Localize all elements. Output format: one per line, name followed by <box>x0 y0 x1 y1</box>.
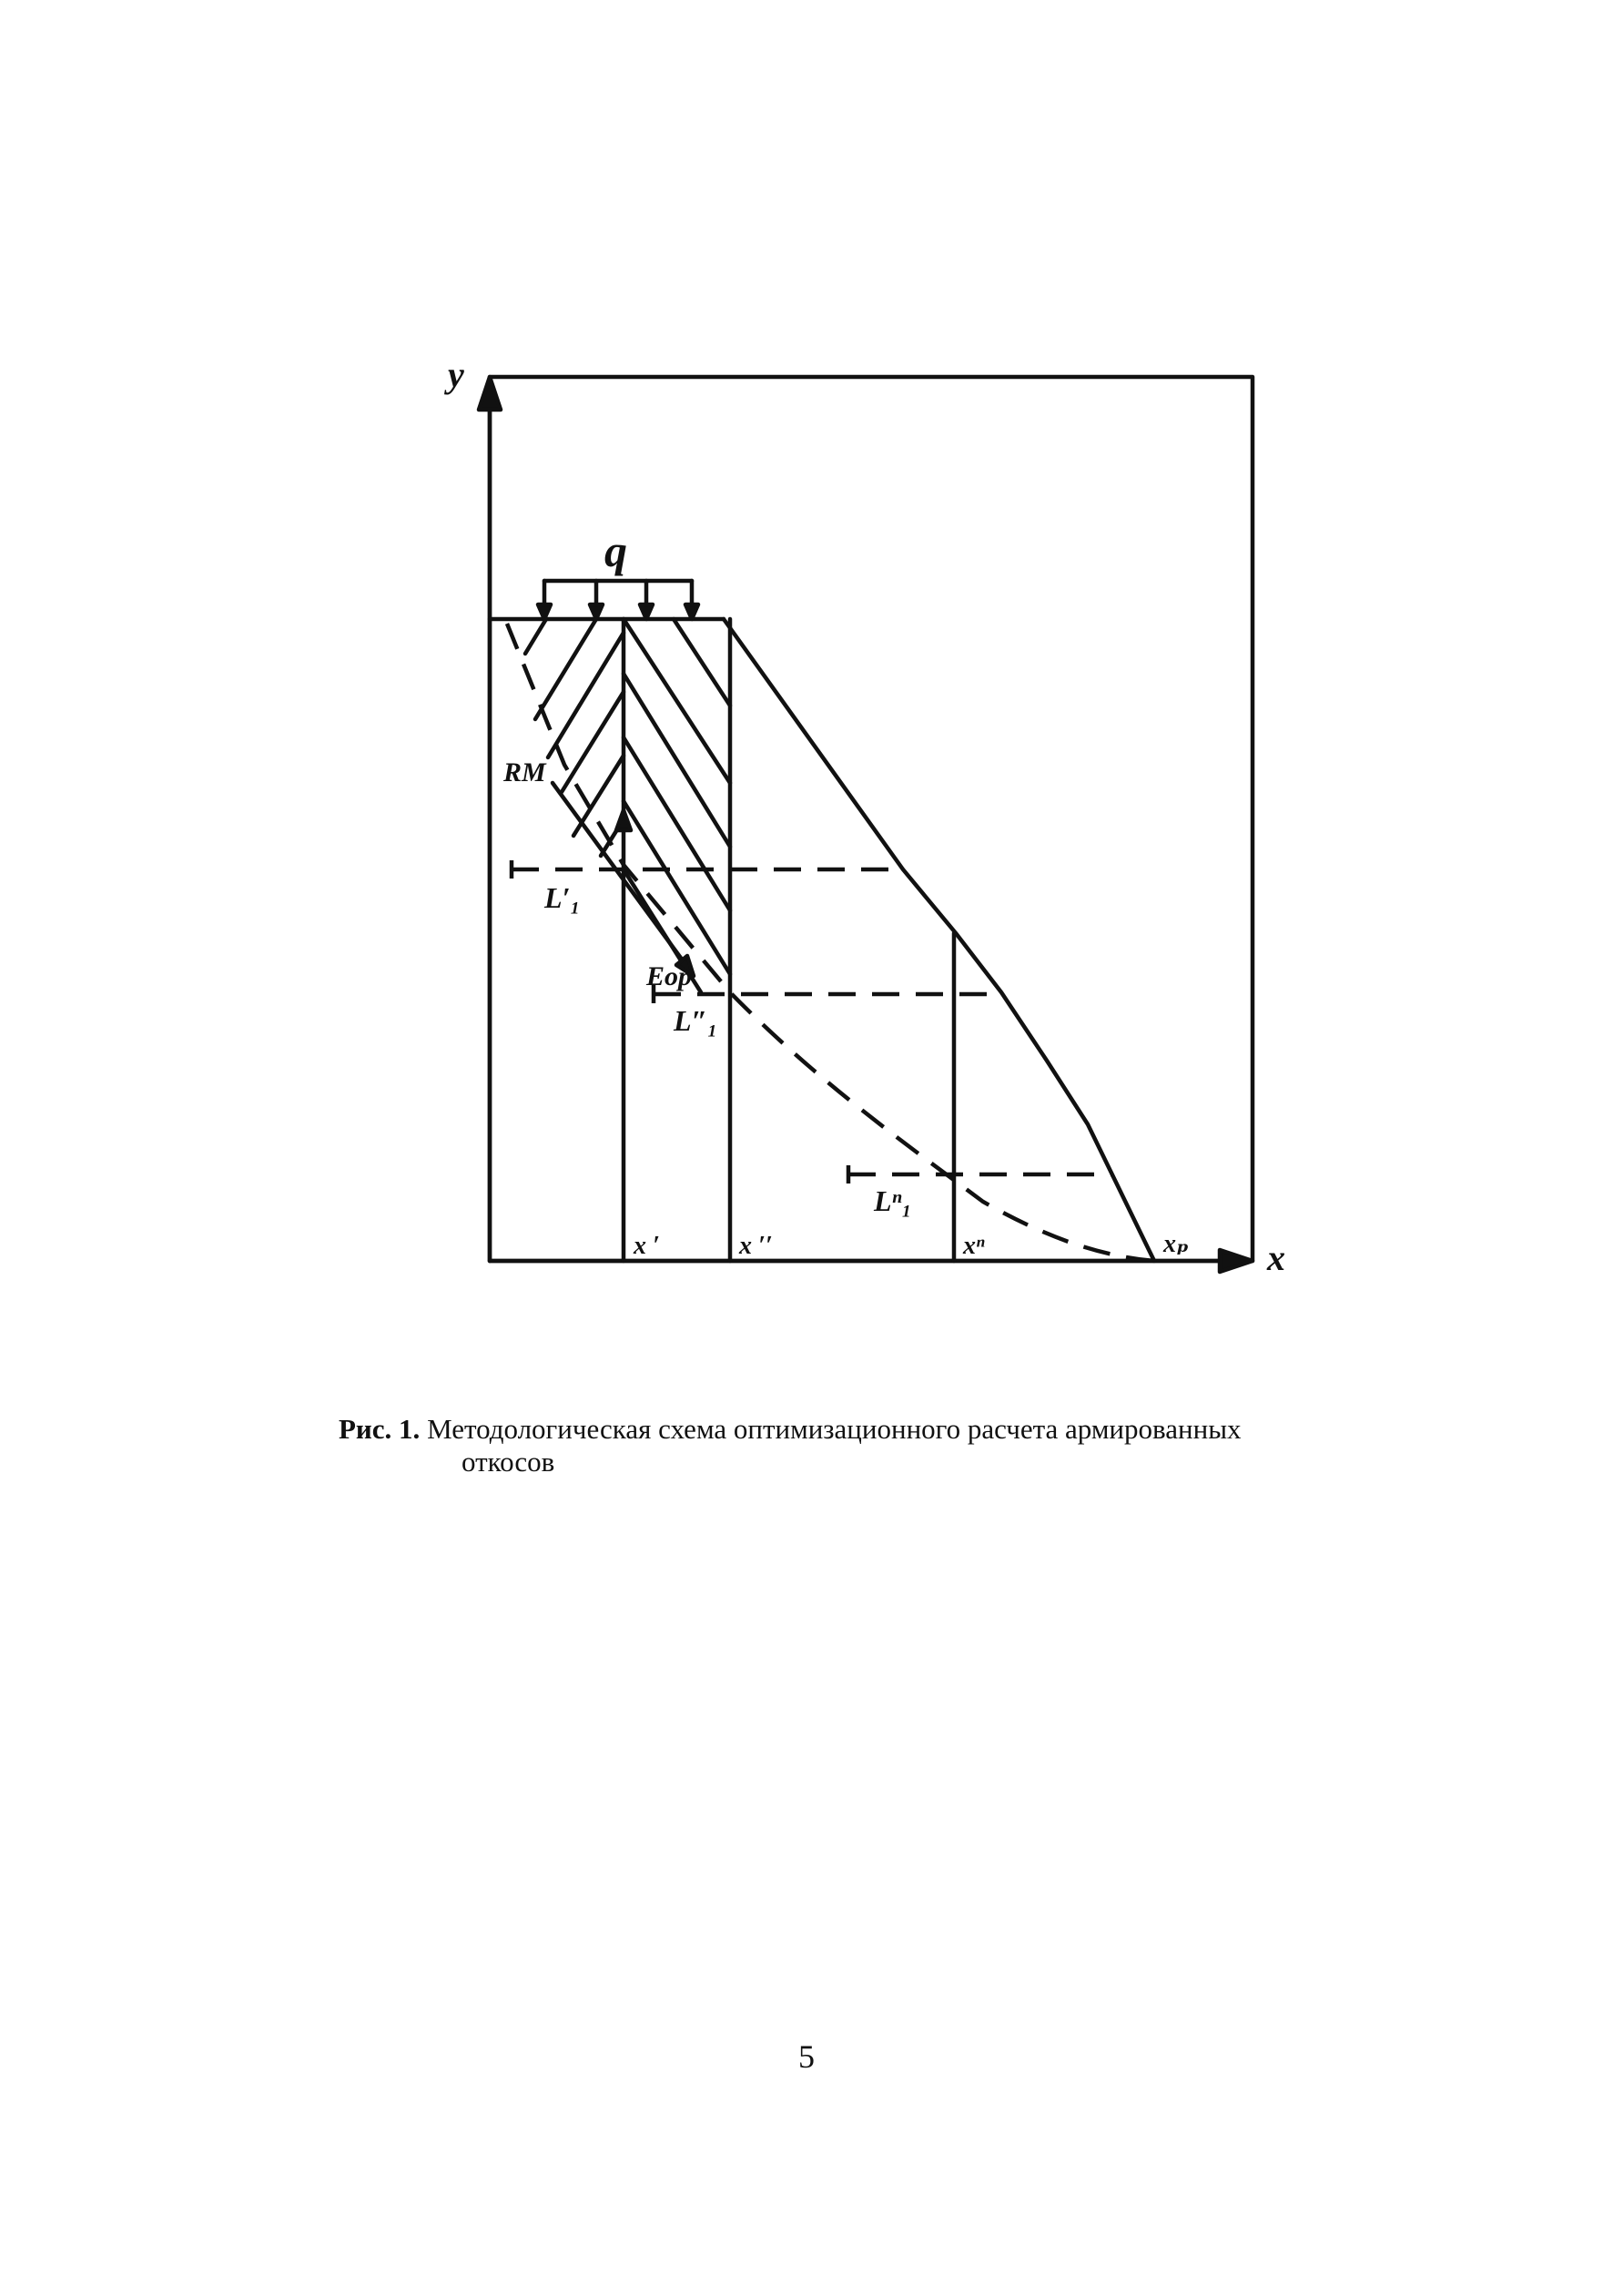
x-axis-label: x <box>1267 1237 1285 1278</box>
eop-label: Eop <box>646 961 693 991</box>
diagram-frame <box>490 377 1253 1261</box>
x-prime-label: x ′ <box>634 1232 660 1260</box>
slip-surface-curve <box>507 624 1154 1261</box>
l1-n-label: Lⁿ₁ <box>874 1184 912 1217</box>
load-q-label: q <box>604 525 627 576</box>
figure-caption <box>339 1413 1376 1478</box>
hatching-right-zone <box>624 619 730 992</box>
slope-face-line <box>724 619 1154 1261</box>
x-p-label: xₚ <box>1163 1230 1189 1258</box>
hatching-left-zone <box>525 619 624 856</box>
x-double-prime-label: x ′′ <box>739 1232 773 1260</box>
l1-double-prime-label: L″₁ <box>674 1004 718 1037</box>
x-n-label: xⁿ <box>963 1232 985 1260</box>
caption-lead: Рис. 1. <box>339 1413 421 1445</box>
y-axis-arrowhead <box>479 377 501 410</box>
page-number: 5 <box>798 2038 815 2075</box>
y-axis-label: y <box>448 354 464 395</box>
caption-line1: Методологическая схема оптимизационного расчета армированных <box>427 1413 1242 1445</box>
rm-label: RM <box>503 757 546 787</box>
x-axis-arrowhead <box>1220 1250 1253 1272</box>
surcharge-load-arrows <box>538 581 698 619</box>
caption-line2: откосов <box>462 1446 555 1478</box>
l1-prime-label: L′₁ <box>544 881 581 914</box>
